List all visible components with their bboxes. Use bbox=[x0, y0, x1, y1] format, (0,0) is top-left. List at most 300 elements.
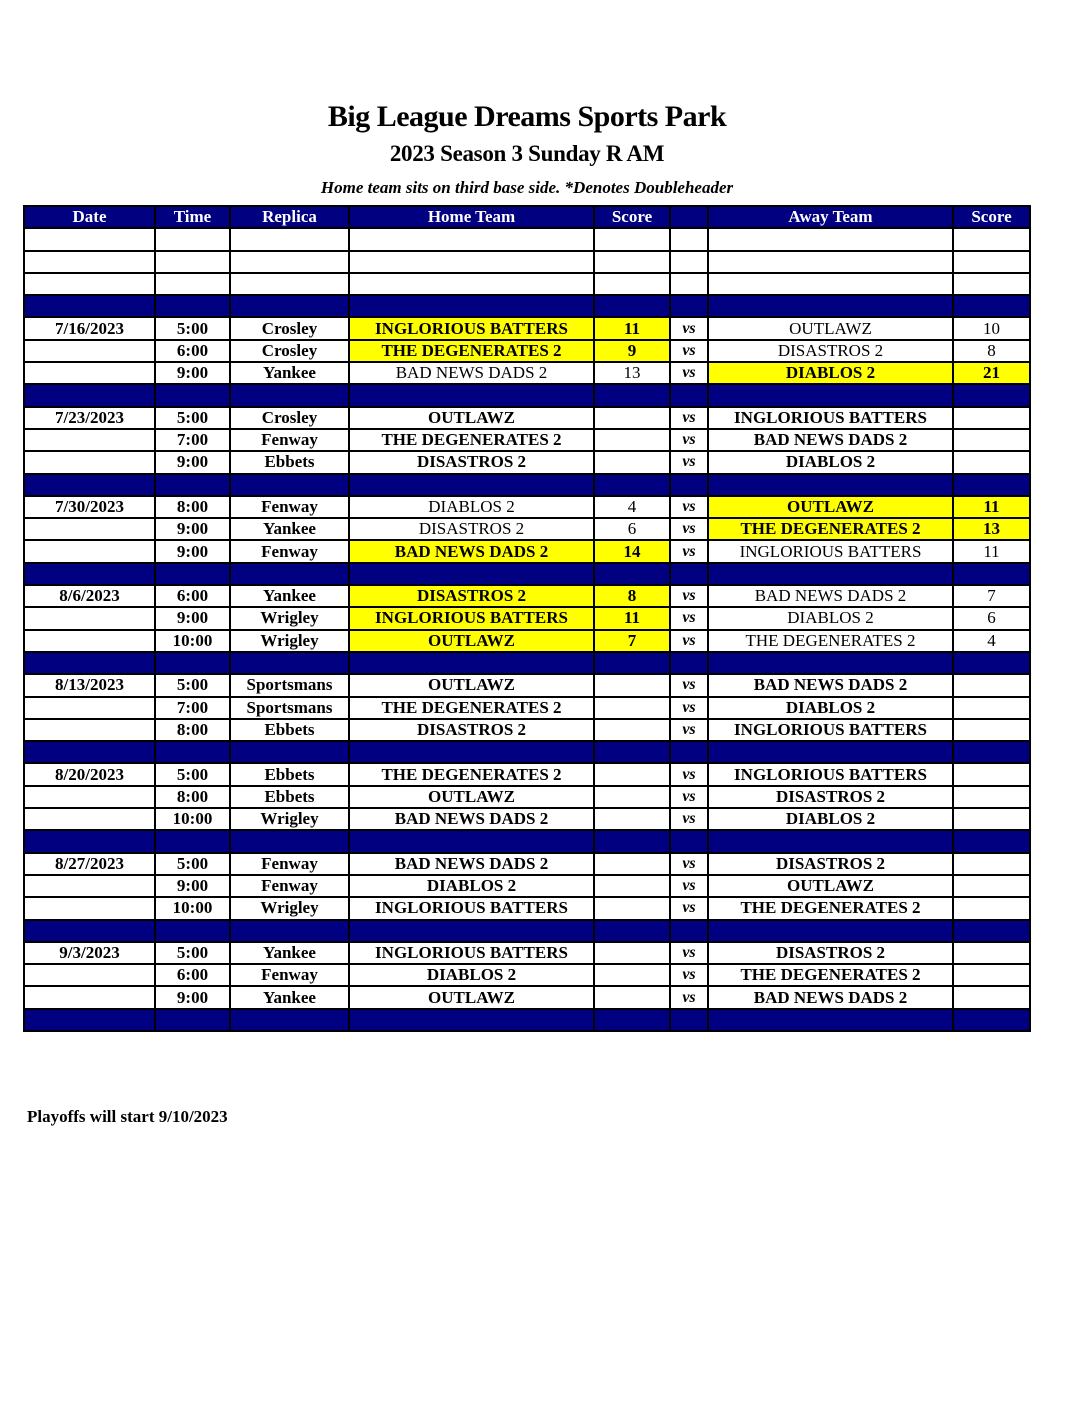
replica-field: Fenway bbox=[230, 496, 349, 518]
away-team: DIABLOS 2 bbox=[708, 451, 953, 473]
game-date: 9/3/2023 bbox=[24, 942, 155, 964]
game-date: 8/13/2023 bbox=[24, 674, 155, 696]
home-score bbox=[594, 407, 670, 429]
empty-cell bbox=[670, 830, 708, 852]
home-score bbox=[594, 964, 670, 986]
empty-cell bbox=[594, 273, 670, 295]
empty-cell bbox=[155, 563, 230, 585]
empty-cell bbox=[24, 251, 155, 273]
empty-cell bbox=[670, 474, 708, 496]
empty-cell bbox=[230, 273, 349, 295]
game-time: 9:00 bbox=[155, 451, 230, 473]
home-team: THE DEGENERATES 2 bbox=[349, 340, 594, 362]
away-score: 8 bbox=[953, 340, 1030, 362]
vs-label: vs bbox=[670, 875, 708, 897]
replica-field: Yankee bbox=[230, 518, 349, 540]
empty-cell bbox=[230, 228, 349, 250]
game-time: 9:00 bbox=[155, 875, 230, 897]
game-date bbox=[24, 719, 155, 741]
home-team: INGLORIOUS BATTERS bbox=[349, 317, 594, 339]
empty-cell bbox=[230, 251, 349, 273]
empty-cell bbox=[594, 920, 670, 942]
game-row bbox=[24, 340, 1030, 362]
empty-cell bbox=[24, 830, 155, 852]
away-team: THE DEGENERATES 2 bbox=[708, 630, 953, 652]
game-date bbox=[24, 630, 155, 652]
game-time: 10:00 bbox=[155, 630, 230, 652]
empty-cell bbox=[155, 295, 230, 317]
game-row bbox=[24, 451, 1030, 473]
replica-field: Wrigley bbox=[230, 607, 349, 629]
away-team: THE DEGENERATES 2 bbox=[708, 518, 953, 540]
home-score bbox=[594, 719, 670, 741]
game-row bbox=[24, 697, 1030, 719]
home-team: THE DEGENERATES 2 bbox=[349, 763, 594, 785]
home-score: 8 bbox=[594, 585, 670, 607]
empty-cell bbox=[953, 295, 1030, 317]
game-time: 6:00 bbox=[155, 340, 230, 362]
empty-cell bbox=[155, 384, 230, 406]
empty-cell bbox=[708, 273, 953, 295]
vs-label: vs bbox=[670, 340, 708, 362]
empty-cell bbox=[953, 741, 1030, 763]
empty-cell bbox=[670, 920, 708, 942]
away-team: DISASTROS 2 bbox=[708, 340, 953, 362]
home-score: 11 bbox=[594, 317, 670, 339]
game-date: 8/20/2023 bbox=[24, 763, 155, 785]
away-team: BAD NEWS DADS 2 bbox=[708, 674, 953, 696]
separator-row bbox=[24, 741, 1030, 763]
away-score bbox=[953, 786, 1030, 808]
home-score bbox=[594, 853, 670, 875]
empty-cell bbox=[953, 474, 1030, 496]
replica-field: Yankee bbox=[230, 986, 349, 1008]
game-time: 10:00 bbox=[155, 808, 230, 830]
empty-cell bbox=[670, 273, 708, 295]
empty-cell bbox=[24, 384, 155, 406]
home-team: DIABLOS 2 bbox=[349, 496, 594, 518]
away-score bbox=[953, 964, 1030, 986]
away-score bbox=[953, 875, 1030, 897]
separator-row bbox=[24, 563, 1030, 585]
game-row bbox=[24, 496, 1030, 518]
blank-row bbox=[24, 251, 1030, 273]
empty-cell bbox=[708, 830, 953, 852]
game-row bbox=[24, 853, 1030, 875]
away-team: OUTLAWZ bbox=[708, 875, 953, 897]
empty-cell bbox=[230, 563, 349, 585]
vs-label: vs bbox=[670, 429, 708, 451]
empty-cell bbox=[230, 741, 349, 763]
home-team: INGLORIOUS BATTERS bbox=[349, 607, 594, 629]
empty-cell bbox=[594, 384, 670, 406]
replica-field: Crosley bbox=[230, 340, 349, 362]
empty-cell bbox=[953, 1009, 1030, 1031]
home-score bbox=[594, 451, 670, 473]
empty-cell bbox=[953, 384, 1030, 406]
empty-cell bbox=[230, 652, 349, 674]
away-team: DISASTROS 2 bbox=[708, 853, 953, 875]
away-team: BAD NEWS DADS 2 bbox=[708, 429, 953, 451]
empty-cell bbox=[670, 563, 708, 585]
away-score bbox=[953, 853, 1030, 875]
game-row bbox=[24, 808, 1030, 830]
col-date: Date bbox=[24, 206, 155, 228]
away-score bbox=[953, 407, 1030, 429]
game-date: 8/27/2023 bbox=[24, 853, 155, 875]
empty-cell bbox=[953, 228, 1030, 250]
empty-cell bbox=[953, 251, 1030, 273]
vs-label: vs bbox=[670, 451, 708, 473]
empty-cell bbox=[670, 741, 708, 763]
vs-label: vs bbox=[670, 853, 708, 875]
separator-row bbox=[24, 474, 1030, 496]
home-team: BAD NEWS DADS 2 bbox=[349, 362, 594, 384]
away-score bbox=[953, 451, 1030, 473]
away-score: 10 bbox=[953, 317, 1030, 339]
vs-label: vs bbox=[670, 607, 708, 629]
game-row bbox=[24, 518, 1030, 540]
empty-cell bbox=[670, 228, 708, 250]
away-team: DISASTROS 2 bbox=[708, 942, 953, 964]
empty-cell bbox=[953, 830, 1030, 852]
empty-cell bbox=[155, 228, 230, 250]
replica-field: Fenway bbox=[230, 540, 349, 562]
home-score: 6 bbox=[594, 518, 670, 540]
empty-cell bbox=[155, 920, 230, 942]
replica-field: Yankee bbox=[230, 942, 349, 964]
empty-cell bbox=[349, 228, 594, 250]
replica-field: Sportsmans bbox=[230, 674, 349, 696]
away-score: 7 bbox=[953, 585, 1030, 607]
game-row bbox=[24, 986, 1030, 1008]
empty-cell bbox=[24, 652, 155, 674]
schedule-note: Home team sits on third base side. *Denotes Doubleheader bbox=[320, 178, 734, 197]
away-team: DIABLOS 2 bbox=[708, 362, 953, 384]
home-score: 7 bbox=[594, 630, 670, 652]
away-score bbox=[953, 697, 1030, 719]
game-date: 7/30/2023 bbox=[24, 496, 155, 518]
game-time: 9:00 bbox=[155, 607, 230, 629]
away-score: 13 bbox=[953, 518, 1030, 540]
empty-cell bbox=[708, 741, 953, 763]
game-time: 5:00 bbox=[155, 942, 230, 964]
home-score bbox=[594, 786, 670, 808]
game-date bbox=[24, 429, 155, 451]
replica-field: Sportsmans bbox=[230, 697, 349, 719]
game-row bbox=[24, 897, 1030, 919]
away-score: 11 bbox=[953, 540, 1030, 562]
empty-cell bbox=[349, 741, 594, 763]
home-team: OUTLAWZ bbox=[349, 786, 594, 808]
empty-cell bbox=[708, 251, 953, 273]
away-score: 21 bbox=[953, 362, 1030, 384]
vs-label: vs bbox=[670, 808, 708, 830]
empty-cell bbox=[708, 384, 953, 406]
empty-cell bbox=[349, 563, 594, 585]
empty-cell bbox=[155, 251, 230, 273]
game-date bbox=[24, 964, 155, 986]
game-date bbox=[24, 897, 155, 919]
away-team: THE DEGENERATES 2 bbox=[708, 897, 953, 919]
game-date bbox=[24, 607, 155, 629]
away-score bbox=[953, 674, 1030, 696]
empty-cell bbox=[594, 830, 670, 852]
home-score: 9 bbox=[594, 340, 670, 362]
game-row bbox=[24, 786, 1030, 808]
vs-label: vs bbox=[670, 942, 708, 964]
footer-note: Playoffs will start 9/10/2023 bbox=[27, 1107, 228, 1126]
game-time: 5:00 bbox=[155, 763, 230, 785]
empty-cell bbox=[594, 251, 670, 273]
game-date bbox=[24, 786, 155, 808]
empty-cell bbox=[230, 830, 349, 852]
away-team: DIABLOS 2 bbox=[708, 808, 953, 830]
vs-label: vs bbox=[670, 518, 708, 540]
empty-cell bbox=[708, 1009, 953, 1031]
empty-cell bbox=[155, 652, 230, 674]
separator-row bbox=[24, 652, 1030, 674]
separator-row bbox=[24, 920, 1030, 942]
empty-cell bbox=[155, 741, 230, 763]
home-team: OUTLAWZ bbox=[349, 407, 594, 429]
game-time: 10:00 bbox=[155, 897, 230, 919]
home-score: 14 bbox=[594, 540, 670, 562]
empty-cell bbox=[594, 652, 670, 674]
game-row bbox=[24, 763, 1030, 785]
home-team: DISASTROS 2 bbox=[349, 518, 594, 540]
replica-field: Ebbets bbox=[230, 719, 349, 741]
empty-cell bbox=[230, 384, 349, 406]
game-row bbox=[24, 942, 1030, 964]
away-score bbox=[953, 429, 1030, 451]
empty-cell bbox=[708, 228, 953, 250]
page-subtitle: 2023 Season 3 Sunday R AM bbox=[389, 141, 665, 166]
empty-cell bbox=[708, 295, 953, 317]
game-date bbox=[24, 451, 155, 473]
empty-cell bbox=[594, 741, 670, 763]
game-time: 5:00 bbox=[155, 407, 230, 429]
game-time: 7:00 bbox=[155, 429, 230, 451]
game-time: 8:00 bbox=[155, 786, 230, 808]
home-team: BAD NEWS DADS 2 bbox=[349, 540, 594, 562]
empty-cell bbox=[349, 920, 594, 942]
empty-cell bbox=[24, 741, 155, 763]
game-time: 6:00 bbox=[155, 585, 230, 607]
game-row bbox=[24, 607, 1030, 629]
empty-cell bbox=[230, 1009, 349, 1031]
away-team: BAD NEWS DADS 2 bbox=[708, 986, 953, 1008]
game-time: 7:00 bbox=[155, 697, 230, 719]
away-score bbox=[953, 719, 1030, 741]
game-date bbox=[24, 875, 155, 897]
away-score bbox=[953, 897, 1030, 919]
separator-row bbox=[24, 830, 1030, 852]
vs-label: vs bbox=[670, 719, 708, 741]
game-date bbox=[24, 340, 155, 362]
empty-cell bbox=[349, 273, 594, 295]
empty-cell bbox=[24, 1009, 155, 1031]
home-team: DISASTROS 2 bbox=[349, 585, 594, 607]
home-team: INGLORIOUS BATTERS bbox=[349, 942, 594, 964]
away-team: OUTLAWZ bbox=[708, 496, 953, 518]
home-team: DISASTROS 2 bbox=[349, 719, 594, 741]
empty-cell bbox=[349, 1009, 594, 1031]
away-score bbox=[953, 986, 1030, 1008]
vs-label: vs bbox=[670, 897, 708, 919]
page-title: Big League Dreams Sports Park bbox=[327, 100, 727, 133]
away-score bbox=[953, 808, 1030, 830]
separator-row bbox=[24, 1009, 1030, 1031]
game-time: 9:00 bbox=[155, 986, 230, 1008]
game-row bbox=[24, 630, 1030, 652]
vs-label: vs bbox=[670, 540, 708, 562]
empty-cell bbox=[670, 384, 708, 406]
game-time: 5:00 bbox=[155, 674, 230, 696]
vs-label: vs bbox=[670, 697, 708, 719]
empty-cell bbox=[708, 652, 953, 674]
game-row bbox=[24, 362, 1030, 384]
home-score bbox=[594, 429, 670, 451]
empty-cell bbox=[230, 920, 349, 942]
game-date bbox=[24, 986, 155, 1008]
game-date bbox=[24, 362, 155, 384]
home-score bbox=[594, 674, 670, 696]
game-row bbox=[24, 719, 1030, 741]
home-score bbox=[594, 897, 670, 919]
empty-cell bbox=[708, 563, 953, 585]
vs-label: vs bbox=[670, 986, 708, 1008]
blank-row bbox=[24, 273, 1030, 295]
col-time: Time bbox=[155, 206, 230, 228]
empty-cell bbox=[670, 652, 708, 674]
empty-cell bbox=[708, 920, 953, 942]
separator-row bbox=[24, 295, 1030, 317]
empty-cell bbox=[349, 384, 594, 406]
empty-cell bbox=[230, 295, 349, 317]
game-row bbox=[24, 674, 1030, 696]
replica-field: Fenway bbox=[230, 875, 349, 897]
game-date bbox=[24, 697, 155, 719]
away-team: DISASTROS 2 bbox=[708, 786, 953, 808]
home-score bbox=[594, 942, 670, 964]
empty-cell bbox=[594, 228, 670, 250]
empty-cell bbox=[24, 920, 155, 942]
col-home-score: Score bbox=[594, 206, 670, 228]
away-team: DIABLOS 2 bbox=[708, 697, 953, 719]
replica-field: Wrigley bbox=[230, 897, 349, 919]
vs-label: vs bbox=[670, 630, 708, 652]
blank-row bbox=[24, 228, 1030, 250]
vs-label: vs bbox=[670, 362, 708, 384]
away-team: INGLORIOUS BATTERS bbox=[708, 540, 953, 562]
game-row bbox=[24, 429, 1030, 451]
vs-label: vs bbox=[670, 317, 708, 339]
col-home-team: Home Team bbox=[349, 206, 594, 228]
empty-cell bbox=[708, 474, 953, 496]
replica-field: Ebbets bbox=[230, 451, 349, 473]
empty-cell bbox=[24, 228, 155, 250]
home-team: DIABLOS 2 bbox=[349, 875, 594, 897]
empty-cell bbox=[349, 474, 594, 496]
empty-cell bbox=[594, 474, 670, 496]
game-row bbox=[24, 407, 1030, 429]
empty-cell bbox=[155, 474, 230, 496]
away-team: DIABLOS 2 bbox=[708, 607, 953, 629]
empty-cell bbox=[24, 563, 155, 585]
empty-cell bbox=[24, 474, 155, 496]
replica-field: Ebbets bbox=[230, 763, 349, 785]
game-date bbox=[24, 540, 155, 562]
empty-cell bbox=[953, 563, 1030, 585]
vs-label: vs bbox=[670, 964, 708, 986]
separator-row bbox=[24, 384, 1030, 406]
home-team: OUTLAWZ bbox=[349, 630, 594, 652]
col-away-score: Score bbox=[953, 206, 1030, 228]
empty-cell bbox=[155, 1009, 230, 1031]
empty-cell bbox=[349, 251, 594, 273]
empty-cell bbox=[953, 920, 1030, 942]
replica-field: Crosley bbox=[230, 317, 349, 339]
away-score bbox=[953, 763, 1030, 785]
empty-cell bbox=[155, 273, 230, 295]
home-score: 13 bbox=[594, 362, 670, 384]
table-header bbox=[24, 206, 1030, 228]
game-time: 8:00 bbox=[155, 719, 230, 741]
game-time: 9:00 bbox=[155, 518, 230, 540]
away-team: INGLORIOUS BATTERS bbox=[708, 407, 953, 429]
away-team: INGLORIOUS BATTERS bbox=[708, 719, 953, 741]
empty-cell bbox=[155, 830, 230, 852]
vs-label: vs bbox=[670, 763, 708, 785]
replica-field: Fenway bbox=[230, 964, 349, 986]
col-replica: Replica bbox=[230, 206, 349, 228]
away-score bbox=[953, 942, 1030, 964]
empty-cell bbox=[594, 563, 670, 585]
game-time: 9:00 bbox=[155, 540, 230, 562]
away-score: 11 bbox=[953, 496, 1030, 518]
replica-field: Wrigley bbox=[230, 630, 349, 652]
home-team: DIABLOS 2 bbox=[349, 964, 594, 986]
home-team: OUTLAWZ bbox=[349, 674, 594, 696]
empty-cell bbox=[670, 1009, 708, 1031]
game-row bbox=[24, 585, 1030, 607]
game-date: 7/23/2023 bbox=[24, 407, 155, 429]
game-time: 5:00 bbox=[155, 317, 230, 339]
away-team: BAD NEWS DADS 2 bbox=[708, 585, 953, 607]
empty-cell bbox=[953, 273, 1030, 295]
game-time: 9:00 bbox=[155, 362, 230, 384]
game-date bbox=[24, 518, 155, 540]
empty-cell bbox=[24, 273, 155, 295]
vs-label: vs bbox=[670, 496, 708, 518]
replica-field: Yankee bbox=[230, 585, 349, 607]
home-score bbox=[594, 763, 670, 785]
home-team: BAD NEWS DADS 2 bbox=[349, 808, 594, 830]
game-row bbox=[24, 317, 1030, 339]
vs-label: vs bbox=[670, 786, 708, 808]
away-score: 6 bbox=[953, 607, 1030, 629]
replica-field: Crosley bbox=[230, 407, 349, 429]
home-score: 11 bbox=[594, 607, 670, 629]
schedule-table bbox=[23, 205, 1031, 1032]
home-score bbox=[594, 986, 670, 1008]
vs-label: vs bbox=[670, 407, 708, 429]
home-team: DISASTROS 2 bbox=[349, 451, 594, 473]
home-team: BAD NEWS DADS 2 bbox=[349, 853, 594, 875]
empty-cell bbox=[24, 295, 155, 317]
game-time: 5:00 bbox=[155, 853, 230, 875]
